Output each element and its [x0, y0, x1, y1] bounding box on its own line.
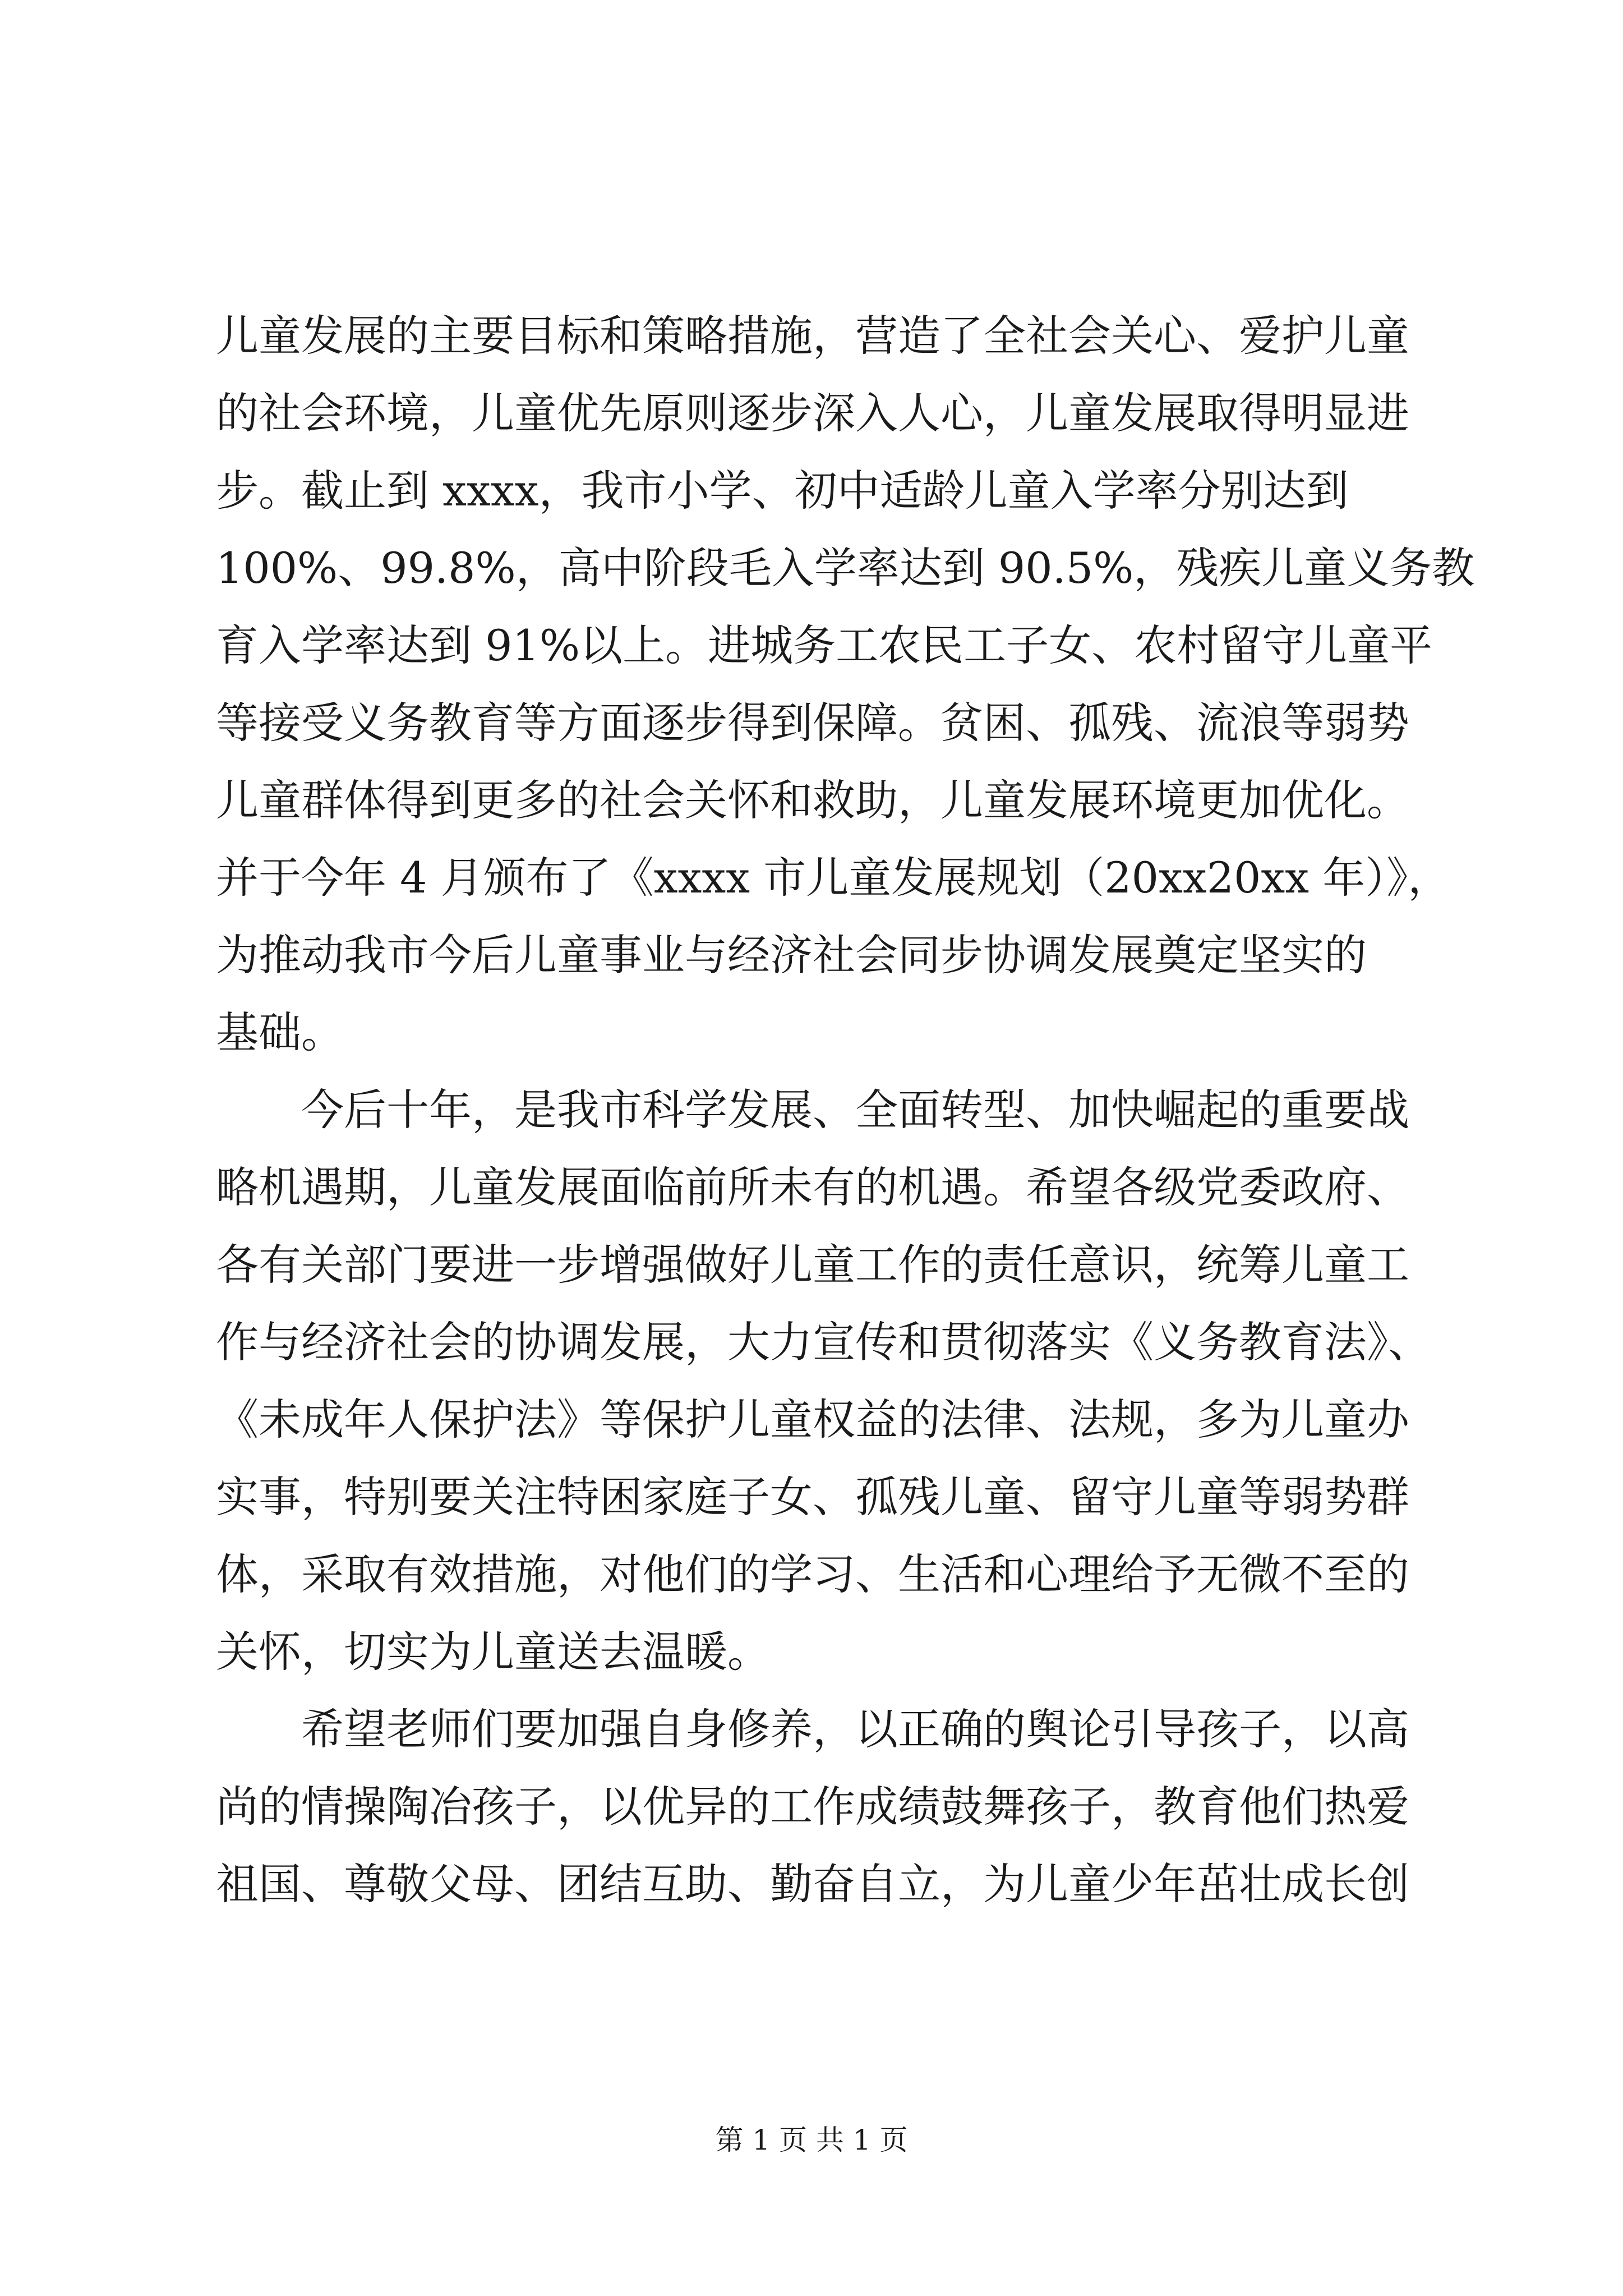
p2-line-7: 体，采取有效措施，对他们的学习、生活和心理给予无微不至的	[216, 1549, 1409, 1599]
p1-line-5: 育入学率达到 91%以上。进城务工农民工子女、农村留守儿童平	[216, 620, 1433, 670]
p3-line-1: 希望老师们要加强自身修养，以正确的舆论引导孩子，以高	[301, 1704, 1409, 1754]
document-body	[216, 297, 1475, 1923]
p2-line-1: 今后十年，是我市科学发展、全面转型、加快崛起的重要战	[301, 1085, 1409, 1135]
p2-line-3: 各有关部门要进一步增强做好儿童工作的责任意识，统筹儿童工	[216, 1240, 1409, 1290]
p1-line-9: 为推动我市今后儿童事业与经济社会同步协调发展奠定坚实的	[216, 930, 1367, 980]
p1-line-4: 100%、99.8%，高中阶段毛入学率达到 90.5%，残疾儿童义务教	[216, 543, 1475, 593]
page-number-footer: 第 1 页 共 1 页	[715, 2124, 908, 2156]
p1-line-2: 的社会环境，儿童优先原则逐步深入人心，儿童发展取得明显进	[216, 388, 1409, 438]
p1-line-10: 基础。	[216, 1007, 344, 1057]
p1-line-1: 儿童发展的主要目标和策略措施，营造了全社会关心、爱护儿童	[216, 311, 1409, 361]
p1-line-6: 等接受义务教育等方面逐步得到保障。贫困、孤残、流浪等弱势	[216, 698, 1409, 748]
p2-line-2: 略机遇期，儿童发展面临前所未有的机遇。希望各级党委政府、	[216, 1162, 1409, 1212]
p3-line-2: 尚的情操陶冶孩子，以优异的工作成绩鼓舞孩子，教育他们热爱	[216, 1782, 1409, 1832]
p2-line-6: 实事，特别要关注特困家庭子女、孤残儿童、留守儿童等弱势群	[216, 1472, 1409, 1522]
p3-line-3: 祖国、尊敬父母、团结互助、勤奋自立，为儿童少年茁壮成长创	[216, 1859, 1409, 1909]
p1-line-7: 儿童群体得到更多的社会关怀和救助，儿童发展环境更加优化。	[216, 775, 1409, 825]
p2-line-4: 作与经济社会的协调发展，大力宣传和贯彻落实《义务教育法》、	[216, 1317, 1431, 1367]
p1-line-8: 并于今年 4 月颁布了《xxxx 市儿童发展规划（20xx20xx 年）》，	[216, 853, 1451, 903]
p1-line-3: 步。截止到 xxxx，我市小学、初中适龄儿童入学率分别达到	[216, 466, 1349, 516]
p2-line-8: 关怀，切实为儿童送去温暖。	[216, 1627, 770, 1677]
p2-line-5: 《未成年人保护法》等保护儿童权益的法律、法规，多为儿童办	[216, 1395, 1409, 1444]
